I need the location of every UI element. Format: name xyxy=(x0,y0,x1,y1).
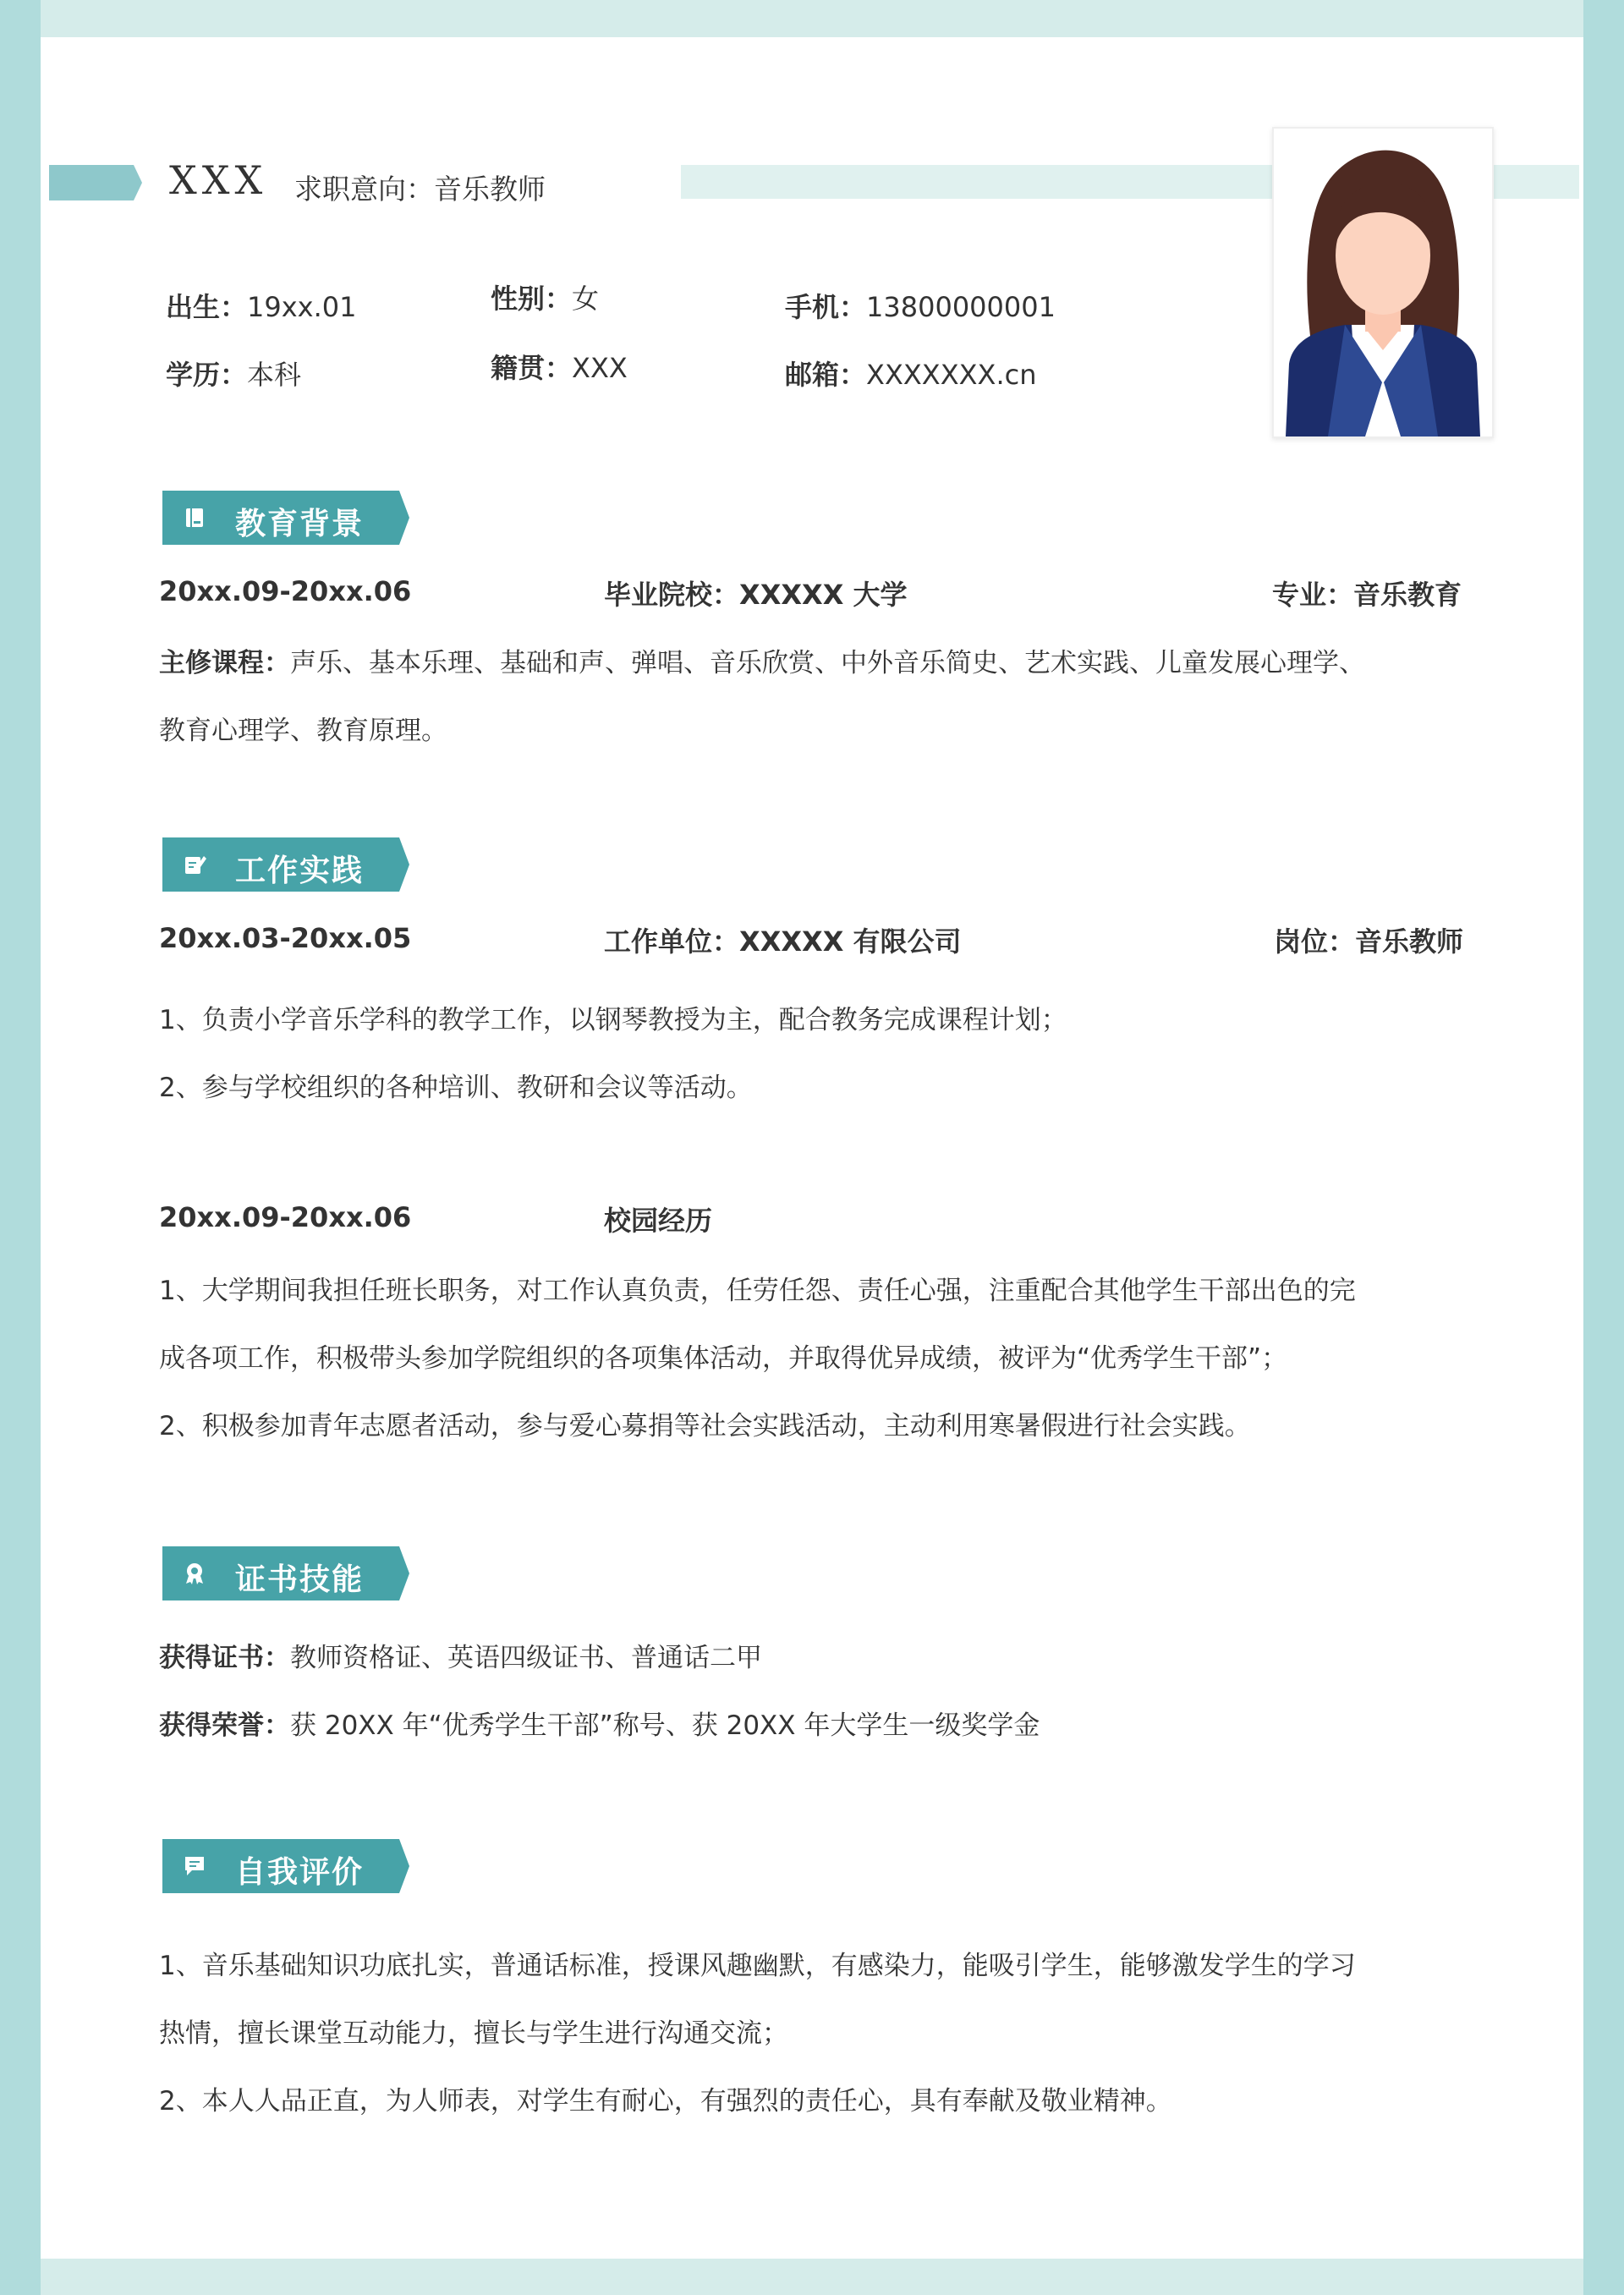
honor-label: 获得荣誉： xyxy=(159,1710,290,1741)
education-major xyxy=(1272,574,1462,612)
info-gender-label: 性别： xyxy=(491,283,573,315)
info-education-value: 本科 xyxy=(247,359,302,391)
education-major-value: 音乐教育 xyxy=(1353,579,1462,611)
info-email-value: XXXXXXX.cn xyxy=(866,359,1037,391)
job1-item-2: 2、参与学校组织的各种培训、教研和会议等活动。 xyxy=(159,1073,753,1103)
info-birth-label: 出生： xyxy=(166,291,248,323)
job2-line-1: 1、大学期间我担任班长职务，对工作认真负责，任劳任怨、责任心强，注重配合其他学生干部出色的完 xyxy=(159,1276,1356,1306)
section-education-header xyxy=(162,491,409,545)
job1-position-label: 岗位： xyxy=(1274,925,1356,958)
info-gender xyxy=(491,277,599,316)
job2-line-2: 成各项工作，积极带头参加学院组织的各项集体活动，并取得优异成绩，被评为“优秀学生干部”； xyxy=(159,1343,1288,1374)
job-intent xyxy=(294,167,546,207)
profile-photo xyxy=(1272,127,1494,438)
info-birth-value: 19xx.01 xyxy=(247,291,357,323)
education-period: 20xx.09-20xx.06 xyxy=(159,575,412,607)
job2-title: 校园经历 xyxy=(604,1205,713,1237)
job1-company xyxy=(604,920,962,959)
section-cert-title: 证书技能 xyxy=(235,1562,365,1597)
section-cert-header xyxy=(162,1546,409,1600)
name-tab-marker xyxy=(49,165,142,200)
info-email xyxy=(785,354,1037,393)
candidate-name: XXX xyxy=(169,157,268,203)
info-education xyxy=(166,354,301,393)
self-line-3: 2、本人人品正直，为人师表，对学生有耐心，有强烈的责任心，具有奉献及敬业精神。 xyxy=(159,2086,1172,2117)
cert-label: 获得证书： xyxy=(159,1643,290,1673)
honor-value: 获 20XX 年“优秀学生干部”称号、获 20XX 年大学生一级奖学金 xyxy=(290,1710,1040,1741)
info-education-label: 学历： xyxy=(166,359,248,391)
job2-period: 20xx.09-20xx.06 xyxy=(159,1201,412,1233)
education-courses-line1 xyxy=(159,641,1365,679)
self-line-1: 1、音乐基础知识功底扎实，普通话标准，授课风趣幽默，有感染力，能吸引学生，能够激发学生的学习 xyxy=(159,1951,1356,1981)
cert-value: 教师资格证、英语四级证书、普通话二甲 xyxy=(290,1643,762,1673)
comment-icon xyxy=(183,1854,206,1878)
info-hometown-label: 籍贯： xyxy=(491,352,573,384)
edit-icon xyxy=(183,853,206,876)
info-phone xyxy=(785,286,1056,325)
job1-company-value: XXXXX 有限公司 xyxy=(739,925,962,958)
job-intent-value: 音乐教师 xyxy=(434,173,546,206)
job1-company-label: 工作单位： xyxy=(604,925,740,958)
job2-line-3: 2、积极参加青年志愿者活动，参与爱心募捐等社会实践活动，主动利用寒暑假进行社会实践。 xyxy=(159,1411,1251,1441)
honor-line xyxy=(159,1704,1040,1742)
section-work-title: 工作实践 xyxy=(235,854,365,888)
cert-line xyxy=(159,1636,762,1674)
section-self-header xyxy=(162,1839,409,1893)
job1-item-1: 1、负责小学音乐学科的教学工作，以钢琴教授为主，配合教务完成课程计划； xyxy=(159,1005,1067,1035)
avatar-illustration xyxy=(1274,129,1492,436)
section-work-header xyxy=(162,837,409,892)
book-icon xyxy=(183,506,206,530)
info-hometown-value: XXX xyxy=(572,352,628,384)
education-school-label: 毕业院校： xyxy=(604,579,740,611)
education-courses-text: 声乐、基本乐理、基础和声、弹唱、音乐欣赏、中外音乐简史、艺术实践、儿童发展心理学、 xyxy=(290,648,1365,678)
education-school xyxy=(604,574,908,612)
award-icon xyxy=(183,1562,206,1585)
info-gender-value: 女 xyxy=(572,283,600,315)
info-phone-value: 13800000001 xyxy=(866,291,1056,323)
education-courses-label: 主修课程： xyxy=(159,648,290,678)
info-email-label: 邮箱： xyxy=(785,359,867,391)
education-major-label: 专业： xyxy=(1272,579,1354,611)
section-self-title: 自我评价 xyxy=(235,1855,365,1890)
info-birth xyxy=(166,286,357,325)
job1-position-value: 音乐教师 xyxy=(1355,925,1464,958)
education-school-value: XXXXX 大学 xyxy=(739,579,908,611)
job1-period: 20xx.03-20xx.05 xyxy=(159,922,412,954)
education-courses-line2: 教育心理学、教育原理。 xyxy=(159,716,447,746)
job1-position xyxy=(1274,920,1463,959)
bottom-decor-band xyxy=(41,2259,1583,2295)
self-line-2: 热情，擅长课堂互动能力，擅长与学生进行沟通交流； xyxy=(159,2018,788,2049)
top-decor-band xyxy=(41,0,1583,37)
info-phone-label: 手机： xyxy=(785,291,867,323)
job-intent-label: 求职意向： xyxy=(294,173,434,206)
section-education-title: 教育背景 xyxy=(235,507,365,541)
info-hometown xyxy=(491,347,628,386)
